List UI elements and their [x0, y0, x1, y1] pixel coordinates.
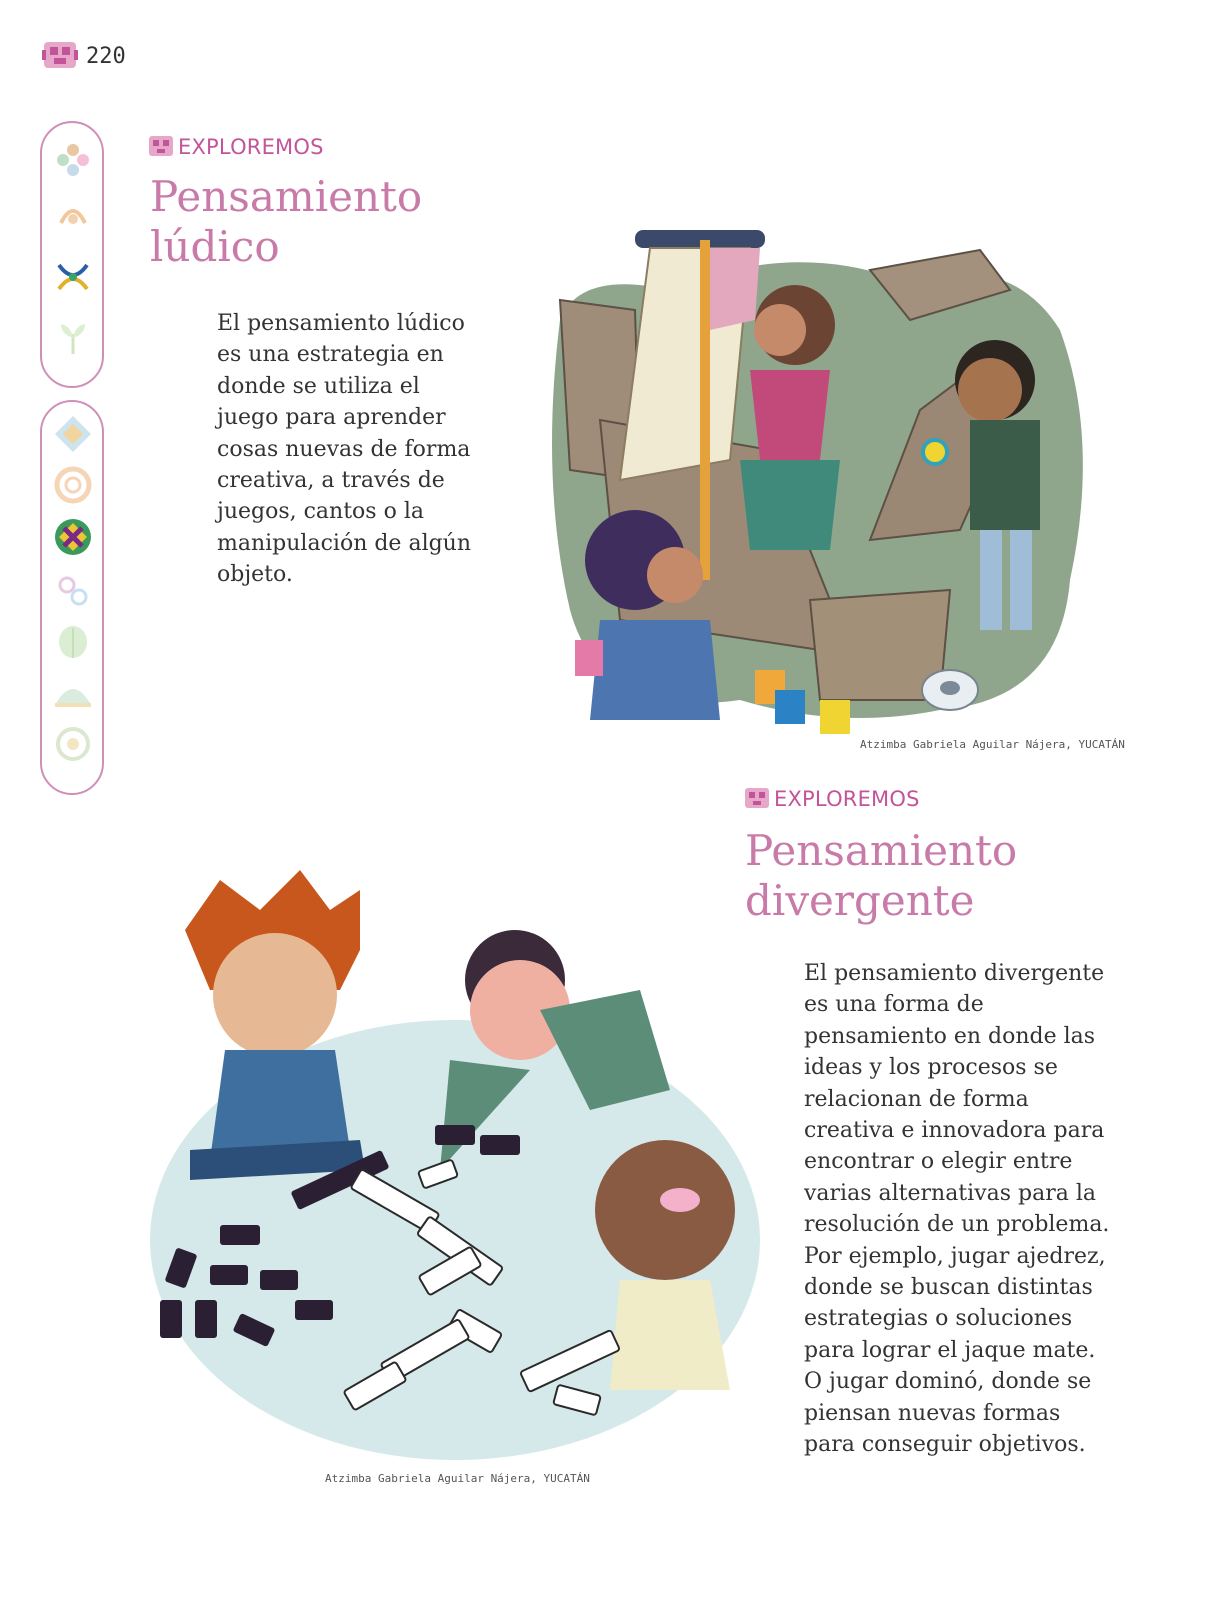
- sprout-icon[interactable]: [53, 318, 93, 358]
- emblem-icon: [148, 134, 174, 158]
- section-title: [745, 826, 1017, 926]
- spiral-icon[interactable]: [53, 465, 93, 505]
- section-label: [744, 786, 920, 811]
- emblem-icon: [744, 786, 770, 810]
- illustration-domino-game: [150, 870, 770, 1470]
- leaf-icon[interactable]: [53, 622, 93, 662]
- chain-icon[interactable]: [53, 571, 93, 611]
- emblem-logo-icon: [42, 38, 78, 74]
- body-paragraph: El pensamiento lúdico es una estrategia en donde se utiliza el juego para aprender cosas nuevas de forma creativa, a través de juegos, cantos o la manipulación de algún objeto.: [217, 311, 472, 588]
- image-credit: Atzimba Gabriela Aguilar Nájera, YUCATÁN: [325, 1472, 590, 1485]
- title-line: divergente: [745, 876, 975, 925]
- people-circle-icon[interactable]: [53, 257, 93, 297]
- hill-icon[interactable]: [53, 673, 93, 713]
- title-line: Pensamiento: [150, 172, 423, 221]
- section-title: [150, 172, 422, 272]
- body-paragraph: El pensamiento divergente es una forma de pensamiento en donde las ideas y los procesos se relacionan de forma creativa e innovadora para encontrar o elegir entre varias alternativas para la resolución de un problema. Por ejemplo, jugar ajedrez, donde se buscan distintas estrategias o soluciones para lograr el jaque mate. O jugar dominó, donde se piensan nuevas formas para conseguir objetivos.: [804, 961, 1110, 1458]
- illustration-cardboard-play: [540, 180, 1100, 740]
- section-label-text: EXPLOREMOS: [774, 787, 920, 811]
- image-credit: Atzimba Gabriela Aguilar Nájera, YUCATÁN: [860, 738, 1125, 751]
- sun-swirl-icon[interactable]: [53, 195, 93, 235]
- circle-seed-icon[interactable]: [53, 724, 93, 764]
- flower-icon[interactable]: [53, 140, 93, 180]
- title-line: lúdico: [150, 222, 280, 271]
- page-number: 220: [86, 44, 126, 69]
- cross-diamond-icon[interactable]: [53, 517, 93, 557]
- diamond-icon[interactable]: [53, 414, 93, 454]
- section-label-text: EXPLOREMOS: [178, 135, 324, 159]
- title-line: Pensamiento: [745, 826, 1018, 875]
- section-label: [148, 134, 324, 159]
